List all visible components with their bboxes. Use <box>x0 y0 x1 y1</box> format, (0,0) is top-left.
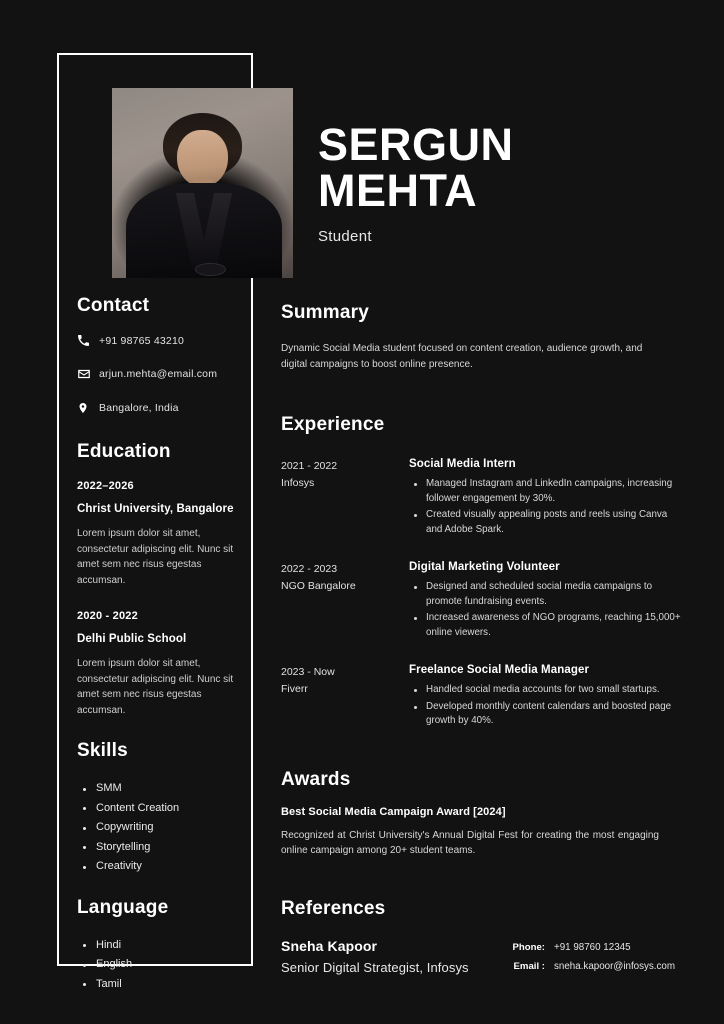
reference-phone-value: +91 98760 12345 <box>554 941 631 953</box>
references-heading: References <box>281 897 386 919</box>
section-education <box>77 441 237 718</box>
award-title: Best Social Media Campaign Award [2024] <box>281 805 506 818</box>
envelope-icon <box>77 367 99 381</box>
education-years: 2020 - 2022 <box>77 610 138 622</box>
main-content <box>281 302 681 980</box>
section-experience <box>281 414 681 731</box>
full-name-line-2: MEHTA <box>318 165 478 216</box>
list-item: Copywriting <box>77 818 237 838</box>
list-item: Designed and scheduled social media campaigns to promote fundraising events. <box>409 580 681 609</box>
experience-detail <box>409 458 681 539</box>
contact-phone-value: +91 98765 43210 <box>99 334 185 347</box>
skills-heading: Skills <box>77 740 128 761</box>
contact-location-value: Bangalore, India <box>99 402 179 414</box>
experience-meta <box>281 664 409 731</box>
full-name-line-1: SERGUN <box>318 119 514 170</box>
reference-name: Sneha Kapoor <box>281 937 378 954</box>
section-references <box>281 898 681 980</box>
sidebar <box>57 295 253 994</box>
list-item: Handled social media accounts for two small startups. <box>409 683 681 698</box>
education-school: Christ University, Bangalore <box>77 503 234 515</box>
list-item: Developed monthly content calendars and boosted page growth by 40%. <box>409 700 681 729</box>
reference-phone-label: Phone: <box>512 941 545 953</box>
summary-heading: Summary <box>281 302 369 323</box>
experience-detail <box>409 664 681 731</box>
section-contact <box>77 295 237 415</box>
experience-meta <box>281 561 409 642</box>
phone-icon <box>77 334 99 347</box>
education-heading: Education <box>77 441 171 462</box>
experience-organization: Infosys <box>281 477 315 489</box>
contact-item-location[interactable] <box>77 401 237 415</box>
list-item: Hindi <box>77 936 237 956</box>
list-item: Storytelling <box>77 838 237 858</box>
contact-item-phone[interactable] <box>77 334 237 347</box>
award-description: Recognized at Christ University's Annual Digital Fest for creating the most engaging online campaign among 20+ student teams. <box>281 829 659 856</box>
list-item: Managed Instagram and LinkedIn campaigns, increasing follower engagement by 30%. <box>409 477 681 506</box>
experience-bullet-list <box>409 580 681 640</box>
list-item: Created visually appealing posts and reels using Canva and Adobe Spark. <box>409 508 681 537</box>
language-heading: Language <box>77 896 169 918</box>
section-awards <box>281 769 681 858</box>
experience-entry <box>281 664 681 731</box>
list-item: Increased awareness of NGO programs, reaching 15,000+ online viewers. <box>409 611 681 640</box>
list-item: Creativity <box>77 857 237 877</box>
experience-organization: NGO Bangalore <box>281 580 356 592</box>
list-item: English <box>77 955 237 975</box>
job-role: Student <box>318 228 372 245</box>
awards-heading: Awards <box>281 768 351 790</box>
reference-email-value: sneha.kapoor@infosys.com <box>554 960 676 972</box>
experience-heading: Experience <box>281 414 385 435</box>
map-pin-icon <box>77 401 99 415</box>
experience-date: 2023 - Now <box>281 666 335 678</box>
education-school: Delhi Public School <box>77 633 187 645</box>
reference-email-line <box>503 961 681 972</box>
skills-list <box>77 779 237 877</box>
portrait-photo <box>112 88 293 278</box>
reference-person <box>281 938 503 975</box>
experience-bullet-list <box>409 683 681 729</box>
experience-detail <box>409 561 681 642</box>
education-description: Lorem ipsum dolor sit amet, consectetur adipiscing elit. Nunc sit amet sem nec risus egestas accumsan. <box>77 528 234 586</box>
reference-title: Senior Digital Strategist, Infosys <box>281 959 469 975</box>
summary-text: Dynamic Social Media student focused on content creation, audience growth, and digital campaigns to boost online presence. <box>281 343 643 370</box>
contact-heading: Contact <box>77 295 150 316</box>
section-skills <box>77 740 237 877</box>
education-description: Lorem ipsum dolor sit amet, consectetur adipiscing elit. Nunc sit amet sem nec risus egestas accumsan. <box>77 658 234 716</box>
reference-email-label: Email : <box>513 960 545 972</box>
list-item: Content Creation <box>77 799 237 819</box>
language-list <box>77 936 237 995</box>
contact-email-value: arjun.mehta@email.com <box>99 368 218 380</box>
education-entry <box>77 480 237 588</box>
contact-item-email[interactable] <box>77 367 237 381</box>
photo-cup-shape <box>195 263 226 276</box>
reference-phone-line <box>503 942 681 953</box>
education-years: 2022–2026 <box>77 480 134 492</box>
experience-date: 2021 - 2022 <box>281 460 338 472</box>
experience-entry <box>281 458 681 539</box>
list-item: SMM <box>77 779 237 799</box>
education-entry <box>77 610 237 718</box>
experience-title: Freelance Social Media Manager <box>409 664 590 676</box>
list-item: Tamil <box>77 975 237 995</box>
section-summary <box>281 302 681 372</box>
experience-date: 2022 - 2023 <box>281 563 338 575</box>
experience-entry <box>281 561 681 642</box>
experience-meta <box>281 458 409 539</box>
header-name-block <box>318 119 514 245</box>
section-language <box>77 897 237 995</box>
experience-title: Social Media Intern <box>409 458 516 470</box>
experience-organization: Fiverr <box>281 683 308 695</box>
reference-contact <box>503 938 681 980</box>
experience-bullet-list <box>409 477 681 537</box>
reference-entry <box>281 938 681 980</box>
experience-title: Digital Marketing Volunteer <box>409 561 560 573</box>
